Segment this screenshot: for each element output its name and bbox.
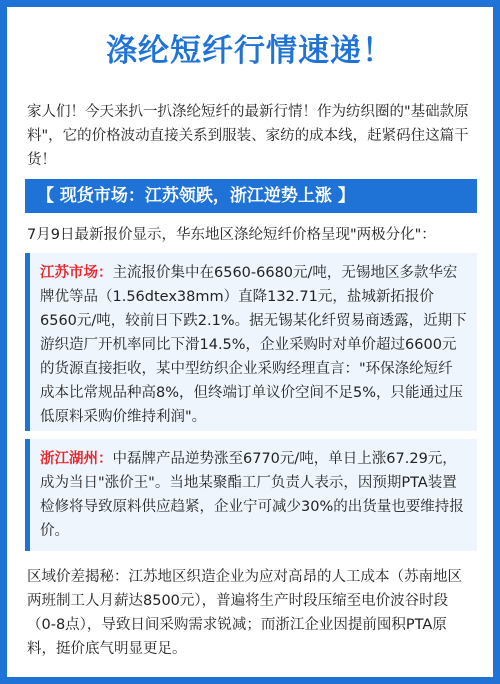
lead-paragraph: 7月9日最新报价显示，华东地区涤纶短纤价格呈现"两极分化"： (27, 227, 436, 243)
zhejiang-huzhou-text: 中磊牌产品逆势涨至6770元/吨，单日上涨67.29元，成为当日"涨价王"。当地某聚酯工厂负责人表示，因预期PTA装置检修将导致原料供应趋紧，企业宁可减少30%的出货量也要维持报价。 (40, 451, 464, 539)
zhejiang-huzhou-label: 浙江湖州： (40, 451, 113, 467)
zhejiang-huzhou-box (25, 439, 477, 551)
intro-paragraph: 家人们！今天来扒一扒涤纶短纤的最新行情！作为纺织圈的"基础款原料"，它的价格波动直接关系到服装、家纺的成本线，赶紧码住这篇干货！ (27, 104, 469, 168)
jiangsu-market-box (25, 253, 477, 431)
section-header-spot-market: 【 现货市场：江苏领跌，浙江逆势上涨 】 (25, 179, 477, 213)
jiangsu-market-label: 江苏市场： (40, 265, 113, 281)
jiangsu-market-text: 主流报价集中在6560-6680元/吨，无锡地区多款华宏牌优等品（1.56dtex38mm）直降132.71元，盐城新拓报价6560元/吨，较前日下跌2.1%。据无锡某化纤贸易商透露，近期下游织造厂开机率同比下滑14.5%，企业采购时对单价超过6600元的货源直接拒收，某中型纺织企业采购经理直言："环保涤纶短纤成本比常规品种高8%，但终端订单议价空间不足5%，只能通过压低原料采购价维持利润"。 (40, 265, 467, 425)
regional-price-gap-paragraph: 区域价差揭秘：江苏地区织造企业为应对高昂的人工成本（苏南地区两班制工人月薪达8500元），普遍将生产时段压缩至电价波谷时段（0-8点），导致日间采购需求锐减；而浙江企业因提前囤积PTA原料，挺价底气明显更足。 (27, 569, 462, 657)
page-title: 涤纶短纤行情速递！ (106, 33, 394, 69)
